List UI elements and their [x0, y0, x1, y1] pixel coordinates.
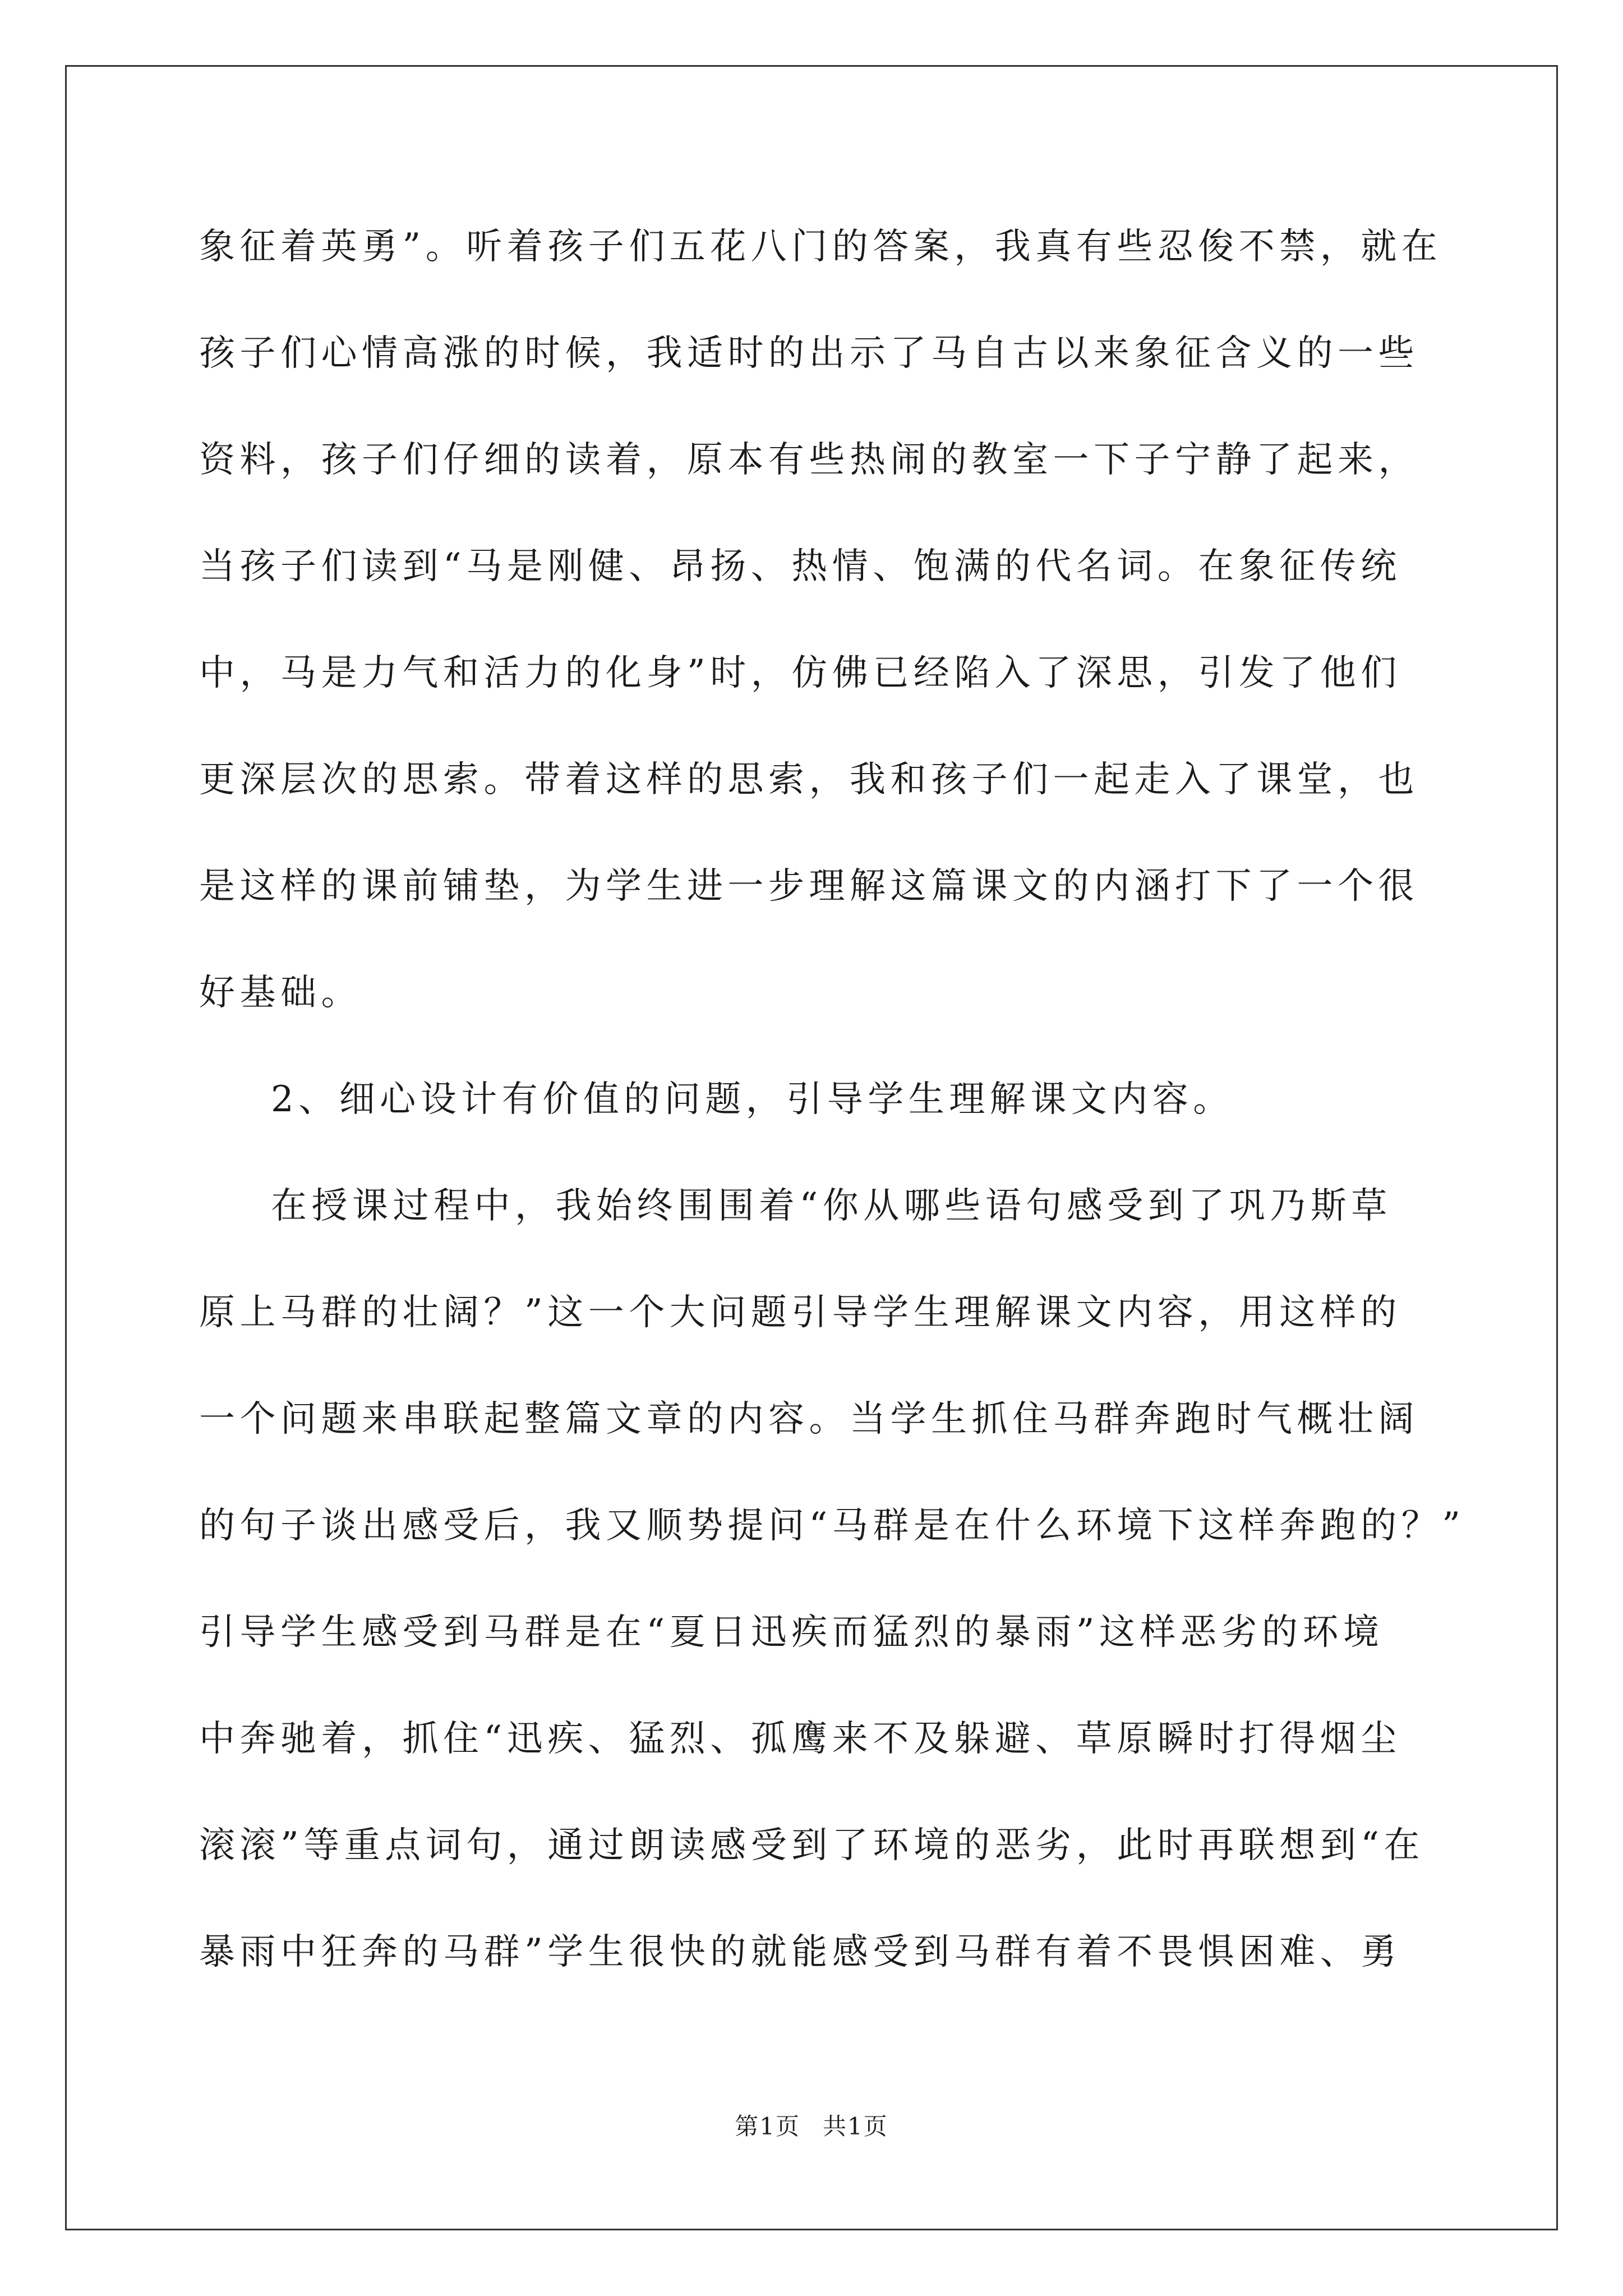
text-line: 中，马是力气和活力的化身”时，仿佛已经陷入了深思，引发了他们 — [199, 652, 1401, 694]
page-total: 共1页 — [823, 2113, 888, 2140]
text-line: 暴雨中狂奔的马群”学生很快的就能感受到马群有着不畏惧困难、勇 — [199, 1931, 1401, 1973]
text-line: 更深层次的思索。带着这样的思索，我和孩子们一起走入了课堂，也 — [199, 759, 1419, 800]
text-line: 孩子们心情高涨的时候，我适时的出示了马自古以来象征含义的一些 — [199, 333, 1419, 374]
document-body — [199, 216, 1465, 2028]
text-line: 象征着英勇”。听着孩子们五花八门的答案，我真有些忍俊不禁，就在 — [199, 226, 1442, 268]
text-line: 好基础。 — [199, 972, 362, 1014]
text-line: 资料，孩子们仔细的读着，原本有些热闹的教室一下子宁静了起来， — [199, 439, 1419, 481]
text-line: 滚滚”等重点词句，通过朗读感受到了环境的恶劣，此时再联想到“在 — [199, 1825, 1424, 1866]
paragraph-start-line: 在授课过程中，我始终围围着“你从哪些语句感受到了巩乃斯草 — [271, 1185, 1392, 1227]
text-line: 当孩子们读到“马是刚健、昂扬、热情、饱满的代名词。在象征传统 — [199, 546, 1401, 587]
text-line: 原上马群的壮阔？”这一个大问题引导学生理解课文内容，用这样的 — [199, 1292, 1401, 1333]
text-line: 一个问题来串联起整篇文章的内容。当学生抓住马群奔跑时气概壮阔 — [199, 1398, 1419, 1440]
text-line: 的句子谈出感受后，我又顺势提问“马群是在什么环境下这样奔跑的？” — [199, 1505, 1465, 1547]
text-line: 是这样的课前铺垫，为学生进一步理解这篇课文的内涵打下了一个很 — [199, 866, 1419, 907]
section-heading: 2、细心设计有价值的问题，引导学生理解课文内容。 — [271, 1079, 1234, 1120]
text-line: 中奔驰着，抓住“迅疾、猛烈、孤鹰来不及躲避、草原瞬时打得烟尘 — [199, 1718, 1401, 1760]
page-footer — [0, 2108, 1623, 2142]
text-line: 引导学生感受到马群是在“夏日迅疾而猛烈的暴雨”这样恶劣的环境 — [199, 1612, 1384, 1653]
page-number: 第1页 — [735, 2113, 800, 2140]
